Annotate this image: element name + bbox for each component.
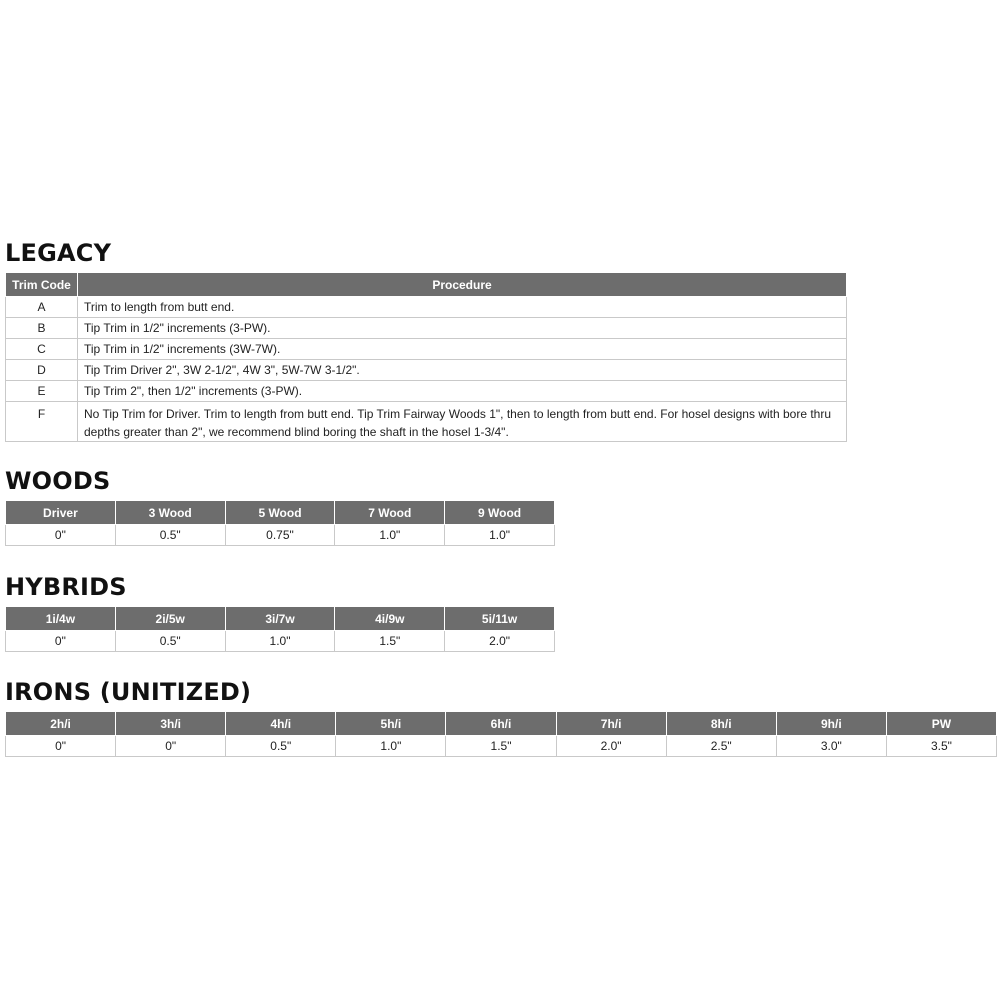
procedure-cell: Tip Trim Driver 2", 3W 2-1/2", 4W 3", 5W-7W 3-1/2".	[78, 360, 847, 381]
irons-table	[5, 711, 997, 757]
column-header: 2h/i	[6, 712, 116, 736]
value-cell: 1.0"	[336, 736, 446, 757]
procedure-cell: Tip Trim 2", then 1/2" increments (3-PW).	[78, 381, 847, 402]
trim-code-cell: C	[6, 339, 78, 360]
column-header: 3 Wood	[115, 501, 225, 525]
table-row	[6, 360, 847, 381]
column-header: 9 Wood	[445, 501, 555, 525]
trim-code-cell: A	[6, 297, 78, 318]
procedure-header: Procedure	[78, 273, 847, 297]
table-row	[6, 525, 555, 546]
irons-title: IRONS (UNITIZED)	[5, 678, 252, 706]
column-header: 7 Wood	[335, 501, 445, 525]
procedure-cell: Trim to length from butt end.	[78, 297, 847, 318]
value-cell: 2.0"	[445, 631, 555, 652]
column-header: 5 Wood	[225, 501, 335, 525]
column-header: 5i/11w	[445, 607, 555, 631]
hybrids-table	[5, 606, 555, 652]
legacy-table	[5, 272, 847, 442]
table-row	[6, 318, 847, 339]
table-row	[6, 402, 847, 442]
column-header: 3i/7w	[225, 607, 335, 631]
table-row	[6, 381, 847, 402]
procedure-cell: Tip Trim in 1/2" increments (3W-7W).	[78, 339, 847, 360]
woods-table	[5, 500, 555, 546]
hybrids-title: HYBRIDS	[5, 573, 127, 601]
column-header: 9h/i	[776, 712, 886, 736]
column-header: 4i/9w	[335, 607, 445, 631]
table-row	[6, 339, 847, 360]
table-row	[6, 736, 997, 757]
trim-code-cell: D	[6, 360, 78, 381]
table-row	[6, 297, 847, 318]
value-cell: 2.5"	[666, 736, 776, 757]
value-cell: 0.5"	[115, 525, 225, 546]
value-cell: 0.5"	[115, 631, 225, 652]
value-cell: 0"	[6, 631, 116, 652]
value-cell: 3.0"	[776, 736, 886, 757]
trim-code-cell: B	[6, 318, 78, 339]
legacy-title: LEGACY	[5, 239, 112, 267]
value-cell: 1.0"	[335, 525, 445, 546]
column-header: 5h/i	[336, 712, 446, 736]
table-row	[6, 631, 555, 652]
hybrids-header-row	[6, 607, 555, 631]
column-header: 4h/i	[226, 712, 336, 736]
column-header: PW	[886, 712, 996, 736]
value-cell: 1.0"	[225, 631, 335, 652]
trim-code-cell: E	[6, 381, 78, 402]
woods-title: WOODS	[5, 467, 111, 495]
irons-header-row	[6, 712, 997, 736]
value-cell: 1.0"	[445, 525, 555, 546]
value-cell: 0"	[6, 525, 116, 546]
column-header: Driver	[6, 501, 116, 525]
value-cell: 0"	[6, 736, 116, 757]
trim-code-header: Trim Code	[6, 273, 78, 297]
column-header: 8h/i	[666, 712, 776, 736]
value-cell: 0.75"	[225, 525, 335, 546]
value-cell: 0"	[116, 736, 226, 757]
value-cell: 1.5"	[335, 631, 445, 652]
legacy-header-row	[6, 273, 847, 297]
value-cell: 0.5"	[226, 736, 336, 757]
column-header: 1i/4w	[6, 607, 116, 631]
column-header: 6h/i	[446, 712, 556, 736]
value-cell: 2.0"	[556, 736, 666, 757]
woods-header-row	[6, 501, 555, 525]
column-header: 3h/i	[116, 712, 226, 736]
procedure-cell: No Tip Trim for Driver. Trim to length from butt end. Tip Trim Fairway Woods 1", then to length from butt end. For hosel designs with bore thru depths greater than 2", we recommend blind boring the shaft in the hosel 1-3/4".	[78, 402, 847, 442]
column-header: 2i/5w	[115, 607, 225, 631]
value-cell: 1.5"	[446, 736, 556, 757]
column-header: 7h/i	[556, 712, 666, 736]
trim-code-cell: F	[6, 402, 78, 442]
procedure-cell: Tip Trim in 1/2" increments (3-PW).	[78, 318, 847, 339]
value-cell: 3.5"	[886, 736, 996, 757]
